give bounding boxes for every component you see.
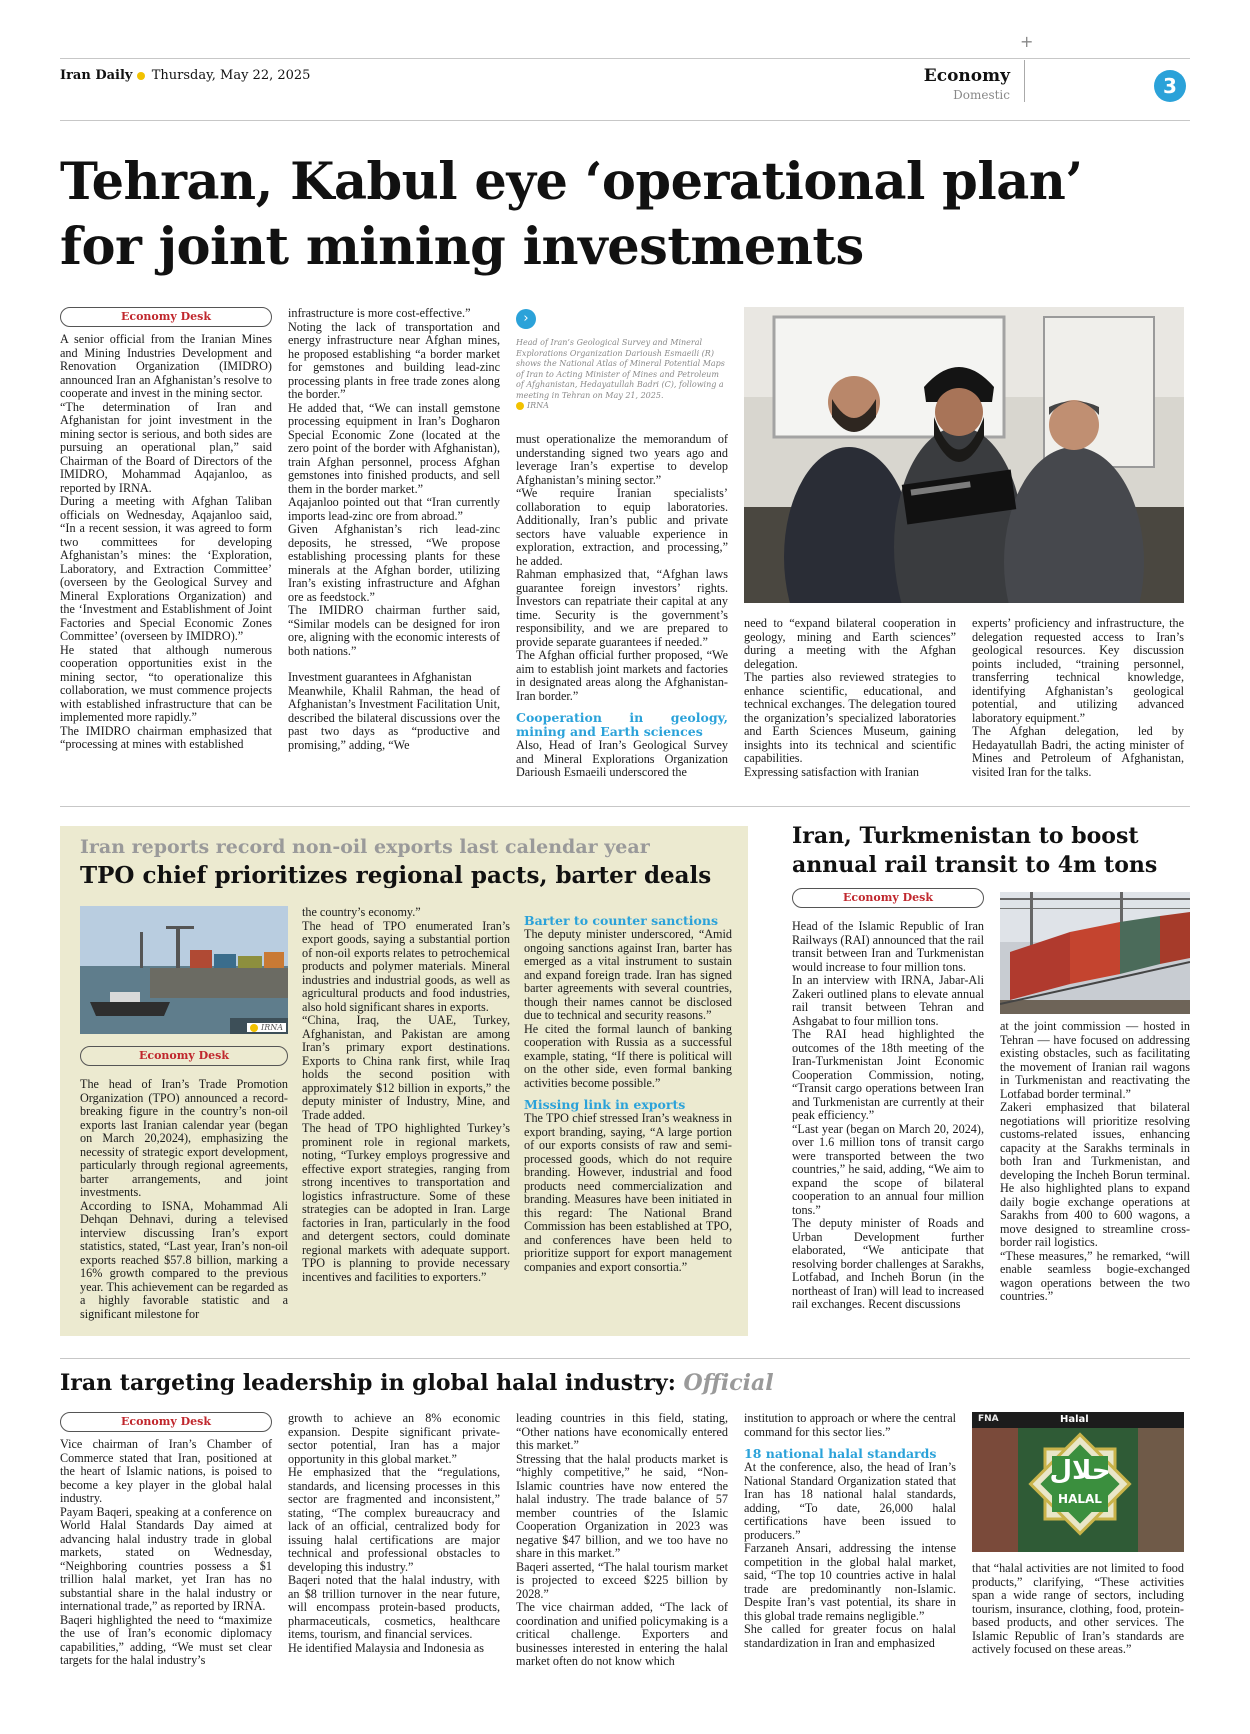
subhead-geology: Cooperation in geology, mining and Earth sciences (516, 710, 728, 739)
paragraph: Farzaneh Ansari, addressing the intense competition in the global halal market, said, “The top 10 countries active in halal trade are predominantly non-Islamic. Despite Iran’s vast potential, its share in this global trade remains negligible.” (744, 1541, 956, 1623)
paragraph: He identified Malaysia and Indonesia as (288, 1640, 484, 1655)
paragraph: Zakeri emphasized that bilateral negotiations will prioritize resolving customs-related issues, enhancing capacity at the Sarakhs terminals in both Iran and Turkmenistan, and developing the Incheh Borun terminal. He also highlighted plans to expand daily bogie exchange operations at Sarakhs from 400 to 600 wagons, a move designed to streamline cross-border rail logistics. (1000, 1100, 1190, 1249)
sign-latin: HALAL (1058, 1492, 1102, 1506)
rail-headline-line1: Iran, Turkmenistan to boost (792, 823, 1139, 849)
paragraph: “These measures,” he remarked, “will enable seamless bogie-exchanged wagon operations between the two countries.” (1000, 1248, 1190, 1303)
yellow-dot-icon (137, 72, 145, 80)
paragraph: “China, Iraq, the UAE, Turkey, Afghanistan, and Pakistan are among Iran’s primary export destinations. Exports to China rank first, while Iraq holds the second position with approximately $12 billion in exports,” the deputy minister of Industry, Mine, and Trade added. (302, 1013, 510, 1122)
paragraph: The RAI head highlighted the outcomes of the 18th meeting of the Iran-Turkmenistan Joint Economic Cooperation Commission, noting, “Transit cargo operations between Iran and Turkmenistan are currently at their peak efficiency.” (792, 1027, 984, 1122)
halal-headline-tag: Official (683, 1370, 774, 1396)
paragraph: Baqeri asserted, “The halal tourism market is projected to exceed $225 billion by 2028.” (516, 1559, 728, 1601)
tpo-col-1 (80, 1046, 288, 1321)
paragraph: need to “expand bilateral cooperation in geology, mining and Earth sciences” during a meeting with the Afghan delegation. (744, 616, 956, 671)
paragraph: that “halal activities are not limited to food products,” clarifying, “These activities span a wide range of sectors, including tourism, insurance, clothing, food, protein-based products, and other services. The Islamic Republic of Iran’s standards are actively focused on these areas.” (972, 1561, 1184, 1656)
section-title: Economy (923, 66, 1010, 86)
paragraph: The Afghan official further proposed, “We aim to establish joint markets and factories in designated areas along the Afghanistan-Iran border.” (516, 648, 728, 703)
economy-desk-badge: Economy Desk (60, 307, 272, 327)
page-number: 3 (1154, 70, 1186, 102)
train-photo-art (1000, 892, 1190, 1014)
header-left (60, 68, 310, 83)
paragraph: The vice chairman added, “The lack of coordination and unified policymaking is a critical challenge. Exporters and businesses interested in entering the halal market often do not know which (516, 1600, 728, 1668)
paragraph: Expressing satisfaction with Iranian (744, 764, 919, 779)
yellow-dot-icon (250, 1024, 258, 1032)
main-headline (60, 150, 1083, 280)
paragraph: “We require Iranian specialists’ collaboration to equip laboratories. Additionally, Iran’s public and private sectors have valuable experience in exploration, extraction, and processing,” he added. (516, 486, 728, 568)
paragraph: The IMIDRO chairman further said, “Similar models can be designed for iron ore, aligning with the economic interests of both nations.” (288, 603, 500, 658)
halal-col-2 (288, 1412, 500, 1655)
economy-desk-badge: Economy Desk (60, 1412, 272, 1432)
paragraph: He cited the formal launch of banking cooperation with Russia as a successful example, stating, “If there is political will on the other side, even formal banking activities become possible.” (524, 1021, 732, 1090)
paragraph: The head of TPO enumerated Iran’s export goods, saying a substantial portion of non-oil exports relates to petrochemical products and polymer materials. Mineral industries and industrial goods, as well as agricultural products and food industries, also hold significant shares in exports. (302, 918, 510, 1014)
rail-col-1 (792, 888, 984, 1312)
paragraph: The deputy minister underscored, “Amid ongoing sanctions against Iran, barter has emerged as a vital instrument to sustain and expand foreign trade. Iran has signed barter agreements with several countries, though their names cannot be disclosed due to technical and security reasons.” (524, 927, 732, 1022)
sign-arabic: حلال (1049, 1456, 1111, 1486)
paragraph: During a meeting with Afghan Taliban officials on Wednesday, Aqajanloo said, “In a recent session, it was agreed to form two committees for developing Afghanistan’s mines: the ‘Exploration, Laboratory, and Extraction Committee’ (overseen by the Geological Survey and Mineral Explorations Organization) and the ‘Investment and Establishment of Joint Factories and Special Economic Zones Committee’ (overseen by IMIDRO).” (60, 494, 272, 643)
tpo-kicker: Iran reports record non-oil exports last calendar year (80, 836, 650, 858)
port-photo-credit (247, 1023, 286, 1032)
paragraph: Vice chairman of Iran’s Chamber of Commerce stated that Iran, positioned at the heart of Islamic nations, is poised to become a key player in the global halal industry. (60, 1437, 272, 1505)
paragraph: infrastructure is more cost-effective.” (288, 306, 471, 320)
paragraph: “Last year (began on March 20, 2024), over 1.6 million tons of transit cargo were transported between the two countries,” he said, adding, “We aim to expand the scope of bilateral cooperation to an annual four million tons.” (792, 1121, 984, 1217)
main-headline-line2: for joint mining investments (60, 217, 864, 277)
caption-arrow-icon: › (516, 309, 536, 329)
paragraph: The head of TPO highlighted Turkey’s prominent role in regional markets, noting, “Turkey employs progressive and effective export strategies, ranging from strong incentives to transportation and logistics infrastructure. Some of these strategies can be adopted in Iran. Large factories in Iran, particularly in the food and detergent sectors, could dominate regional markets with adequate support. TPO is planning to provide necessary incentives and facilities to exporters.” (302, 1121, 510, 1284)
paragraph: He added that, “We can install gemstone processing equipment in Iran’s Dogharon Special Economic Zone (located at the zero point of the border with Afghanistan), train Afghan personnel, process Afghan gemstones into finished products, and sell them in the border market.” (288, 400, 500, 496)
economy-desk-badge: Economy Desk (80, 1046, 288, 1066)
meeting-photo-art (744, 307, 1184, 603)
credit-text: IRNA (261, 1023, 283, 1032)
caption-credit: IRNA (527, 401, 549, 410)
paragraph: “The determination of Iran and Afghanistan for joint investment in the mining sector is serious, and both sides are pursuing an operational plan,” said Chairman of the Board of Directors of the IMIDRO, Mohammad Aqajanloo, as reported by IRNA. (60, 399, 272, 495)
caption-text: Head of Iran’s Geological Survey and Mineral Explorations Organization Darioush Esmaeili (R) shows the National Atlas of Mineral Potential Maps of Iran to Acting Minister of Mines and Petroleum of Afghanistan, Hedayatullah Badri (C), following a meeting in Tehran on May 21, 2025. (516, 338, 725, 400)
paragraph: In an interview with IRNA, Jabar-Ali Zakeri outlined plans to elevate annual rail transit between Tehran and Ashgabat to four million tons. (792, 973, 984, 1028)
sign-top-text: Halal (1060, 1414, 1089, 1425)
paragraph: The head of Iran’s Trade Promotion Organization (TPO) announced a record-breaking figure in the country’s non-oil exports last Iranian calendar year (began on March 20,2024), emphasizing the necessity of strategic export development, particularly through regional agreements, barter arrangements, and joint investments. (80, 1077, 288, 1199)
main-col-1 (60, 307, 272, 752)
paragraph: Baqeri highlighted the need to “maximize the use of Iran’s economic diplomacy capabilities,” adding, “We must set clear targets for the halal industry’s (60, 1612, 272, 1667)
economy-desk-badge: Economy Desk (792, 888, 984, 908)
photo-caption (516, 338, 728, 412)
halal-col-1 (60, 1412, 272, 1668)
meeting-photo (744, 307, 1184, 603)
paper-name: Iran Daily (60, 68, 133, 83)
paragraph: must operationalize the memorandum of understanding signed two years ago and leverage Iran’s expertise to develop Afghanistan’s mining sector.” (516, 432, 728, 487)
paragraph: The IMIDRO chairman emphasized that “processing at mines with established (60, 723, 272, 751)
subhead-missing-link: Missing link in exports (524, 1097, 686, 1112)
port-photo (80, 906, 288, 1034)
paragraph: A senior official from the Iranian Mines and Mining Industries Development and Renovation Organization (IMIDRO) announced Iran an Afghanistan’s resolve to cooperate and invest in the mining sector. (60, 332, 272, 400)
header-divider (1024, 60, 1025, 102)
rail-headline (792, 822, 1157, 880)
paragraph: experts’ proficiency and infrastructure, the delegation requested access to Iran’s geological resources. Key discussion points included, “training personnel, transferring technical knowledge, identifying Afghanistan’s geological potential, and utilizing advanced laboratory equipment.” (972, 616, 1184, 725)
rail-col-2 (1000, 1020, 1190, 1304)
paragraph: The deputy minister of Roads and Urban Development further elaborated, “We anticipate that resolving border challenges at Sarakhs, Lotfabad, and Incheh Borun (in the northeast of Iran) will lead to increased rail exchanges. Recent discussions (792, 1216, 984, 1311)
paragraph: Payam Baqeri, speaking at a conference on World Halal Standards Day aimed at advancing halal industry trade in global markets, stated on Wednesday, “Neighboring countries possess a $1 trillion halal market, yet Iran has no substantial share in the halal industry or international trade,” as reported by IRNA. (60, 1504, 272, 1613)
paragraph: Aqajanloo pointed out that “Iran currently imports lead-zinc ore from abroad.” (288, 495, 500, 523)
shelf-left (972, 1428, 1018, 1552)
train-photo (1000, 892, 1190, 1014)
paragraph: Rahman emphasized that, “Afghan laws guarantee foreign investors’ rights. Investors can repatriate their capital at any time. Security is the government’s responsibility, and we are prepared to provide separate guarantees if needed.” (516, 567, 728, 649)
main-col-5 (972, 617, 1184, 779)
paragraph: leading countries in this field, stating, “Other nations have economically entered this market.” (516, 1411, 728, 1452)
halal-headline-text: Iran targeting leadership in global halal industry: (60, 1370, 676, 1396)
paragraph: the country’s economy.” (302, 905, 421, 919)
paragraph: Head of the Islamic Republic of Iran Railways (RAI) announced that the rail transit between Iran and Turkmenistan would increase to four million tons. (792, 919, 984, 974)
paragraph: The Afghan delegation, led by Hedayatullah Badri, the acting minister of Mines and Petroleum of Afghanistan, visited Iran for the talks. (972, 724, 1184, 779)
main-col-2 (288, 307, 500, 752)
halal-col-4 (744, 1412, 956, 1650)
rail-headline-line2: annual rail transit to 4m tons (792, 852, 1158, 878)
halal-col-5 (972, 1562, 1184, 1657)
paragraph: Stressing that the halal products market is “highly competitive,” he said, “Non-Islamic countries have now entered the halal industry. The trade balance of 57 member countries of the Islamic Cooperation Organization in 2023 was negative $47 billion, and we too have no share in this market.” (516, 1451, 728, 1560)
paragraph: According to ISNA, Mohammad Ali Dehqan Dehnavi, during a televised interview discussing Iran’s export statistics, stated, “Last year, Iran’s non-oil exports reached $57.8 billion, marking a 16% growth compared to the previous year. This achievement can be regarded as a highly favorable statistic and a significant milestone for (80, 1198, 288, 1321)
port-photo-art (80, 906, 288, 1034)
subhead-barter: Barter to counter sanctions (524, 913, 718, 928)
paragraph: He emphasized that the “regulations, standards, and licensing processes in this sector are fragmented and inconsistent,” stating, “The complex bureaucracy and lack of an official, centralized body for issuing halal certifications are major technical and professional obstacles to developing this industry.” (288, 1465, 500, 1574)
paragraph: at the joint commission — hosted in Tehran — have focused on addressing existing obstacles, such as facilitating the movement of Iranian rail wagons in Turkmenistan and reactivating the Lotfabad border terminal.” (1000, 1019, 1190, 1101)
issue-date: Thursday, May 22, 2025 (151, 68, 311, 83)
paragraph: He stated that although numerous cooperation opportunities exist in the mining sector, “to operationalize this collaboration, we must commence projects with established infrastructure that can be implemented more rapidly.” (60, 642, 272, 724)
paragraph: She called for greater focus on halal standardization in Iran and emphasized (744, 1622, 956, 1650)
paragraph: Investment guarantees in Afghanistan (288, 670, 472, 684)
paragraph: Meanwhile, Khalil Rahman, the head of Afghanistan’s Investment Facilitation Unit, described the bilateral discussions over the past two days as “productive and promising,” adding, “We (288, 683, 500, 752)
halal-sign-photo (972, 1412, 1184, 1552)
paragraph: Baqeri noted that the halal industry, with an $8 trillion turnover in the near future, will encompass protein-based products, pharmaceuticals, cosmetics, healthcare items, tourism, and financial services. (288, 1573, 500, 1641)
subhead-halal-standards: 18 national halal standards (744, 1446, 937, 1461)
paragraph: growth to achieve an 8% economic expansion. Despite significant private-sector potential, Iran has a major opportunity in this global market.” (288, 1411, 500, 1466)
plus-icon: + (1020, 32, 1034, 51)
paragraph: The TPO chief stressed Iran’s weakness in export branding, saying, “A large portion of our exports consists of raw and semi-processed goods, which do not require branding. However, industrial and food products need commercialization and branding. Measures have been initiated in this regard: The National Brand Commission has been established at TPO, and conferences have been held to prioritize support for export management companies and export consortia.” (524, 1111, 732, 1274)
paragraph: institution to approach or where the central command for this sector lies.” (744, 1411, 956, 1439)
tpo-headline: TPO chief prioritizes regional pacts, barter deals (80, 862, 712, 889)
tpo-col-3 (524, 914, 732, 1274)
paragraph: At the conference, also, the head of Iran’s National Standard Organization stated that Iran has 18 national halal standards, adding, “To date, 26,000 halal certifications have been issued to producers.” (744, 1460, 956, 1542)
paragraph: Noting the lack of transportation and energy infrastructure near Afghan mines, he proposed establishing “a border market for gemstones and building lead-zinc processing plants in free trade zones along the border.” (288, 319, 500, 401)
paragraph: Also, Head of Iran’s Geological Survey and Mineral Explorations Organization Darioush Esmaeili underscored the (516, 738, 728, 779)
tpo-col-2 (302, 906, 510, 1284)
main-headline-line1: Tehran, Kabul eye ‘operational plan’ (60, 152, 1083, 212)
halal-headline (60, 1370, 774, 1396)
main-col-4 (744, 617, 956, 779)
shelf-right (1138, 1428, 1184, 1552)
main-col-3 (516, 433, 728, 780)
halal-col-3 (516, 1412, 728, 1669)
store-brand: FNA (978, 1414, 999, 1424)
paragraph: The parties also reviewed strategies to enhance scientific, educational, and technical exchanges. The delegation toured the organization’s specialized laboratories and Earth Sciences Museum, gaining insights into its technical and scientific capabilities. (744, 670, 956, 765)
paragraph: Given Afghanistan’s rich lead-zinc deposits, he stressed, “We propose establishing processing plants for these minerals at the Afghan border, utilizing Iran’s existing infrastructure and Afghan ore as feedstock.” (288, 522, 500, 604)
subsection-title: Domestic (953, 88, 1010, 102)
yellow-dot-icon (516, 402, 524, 410)
